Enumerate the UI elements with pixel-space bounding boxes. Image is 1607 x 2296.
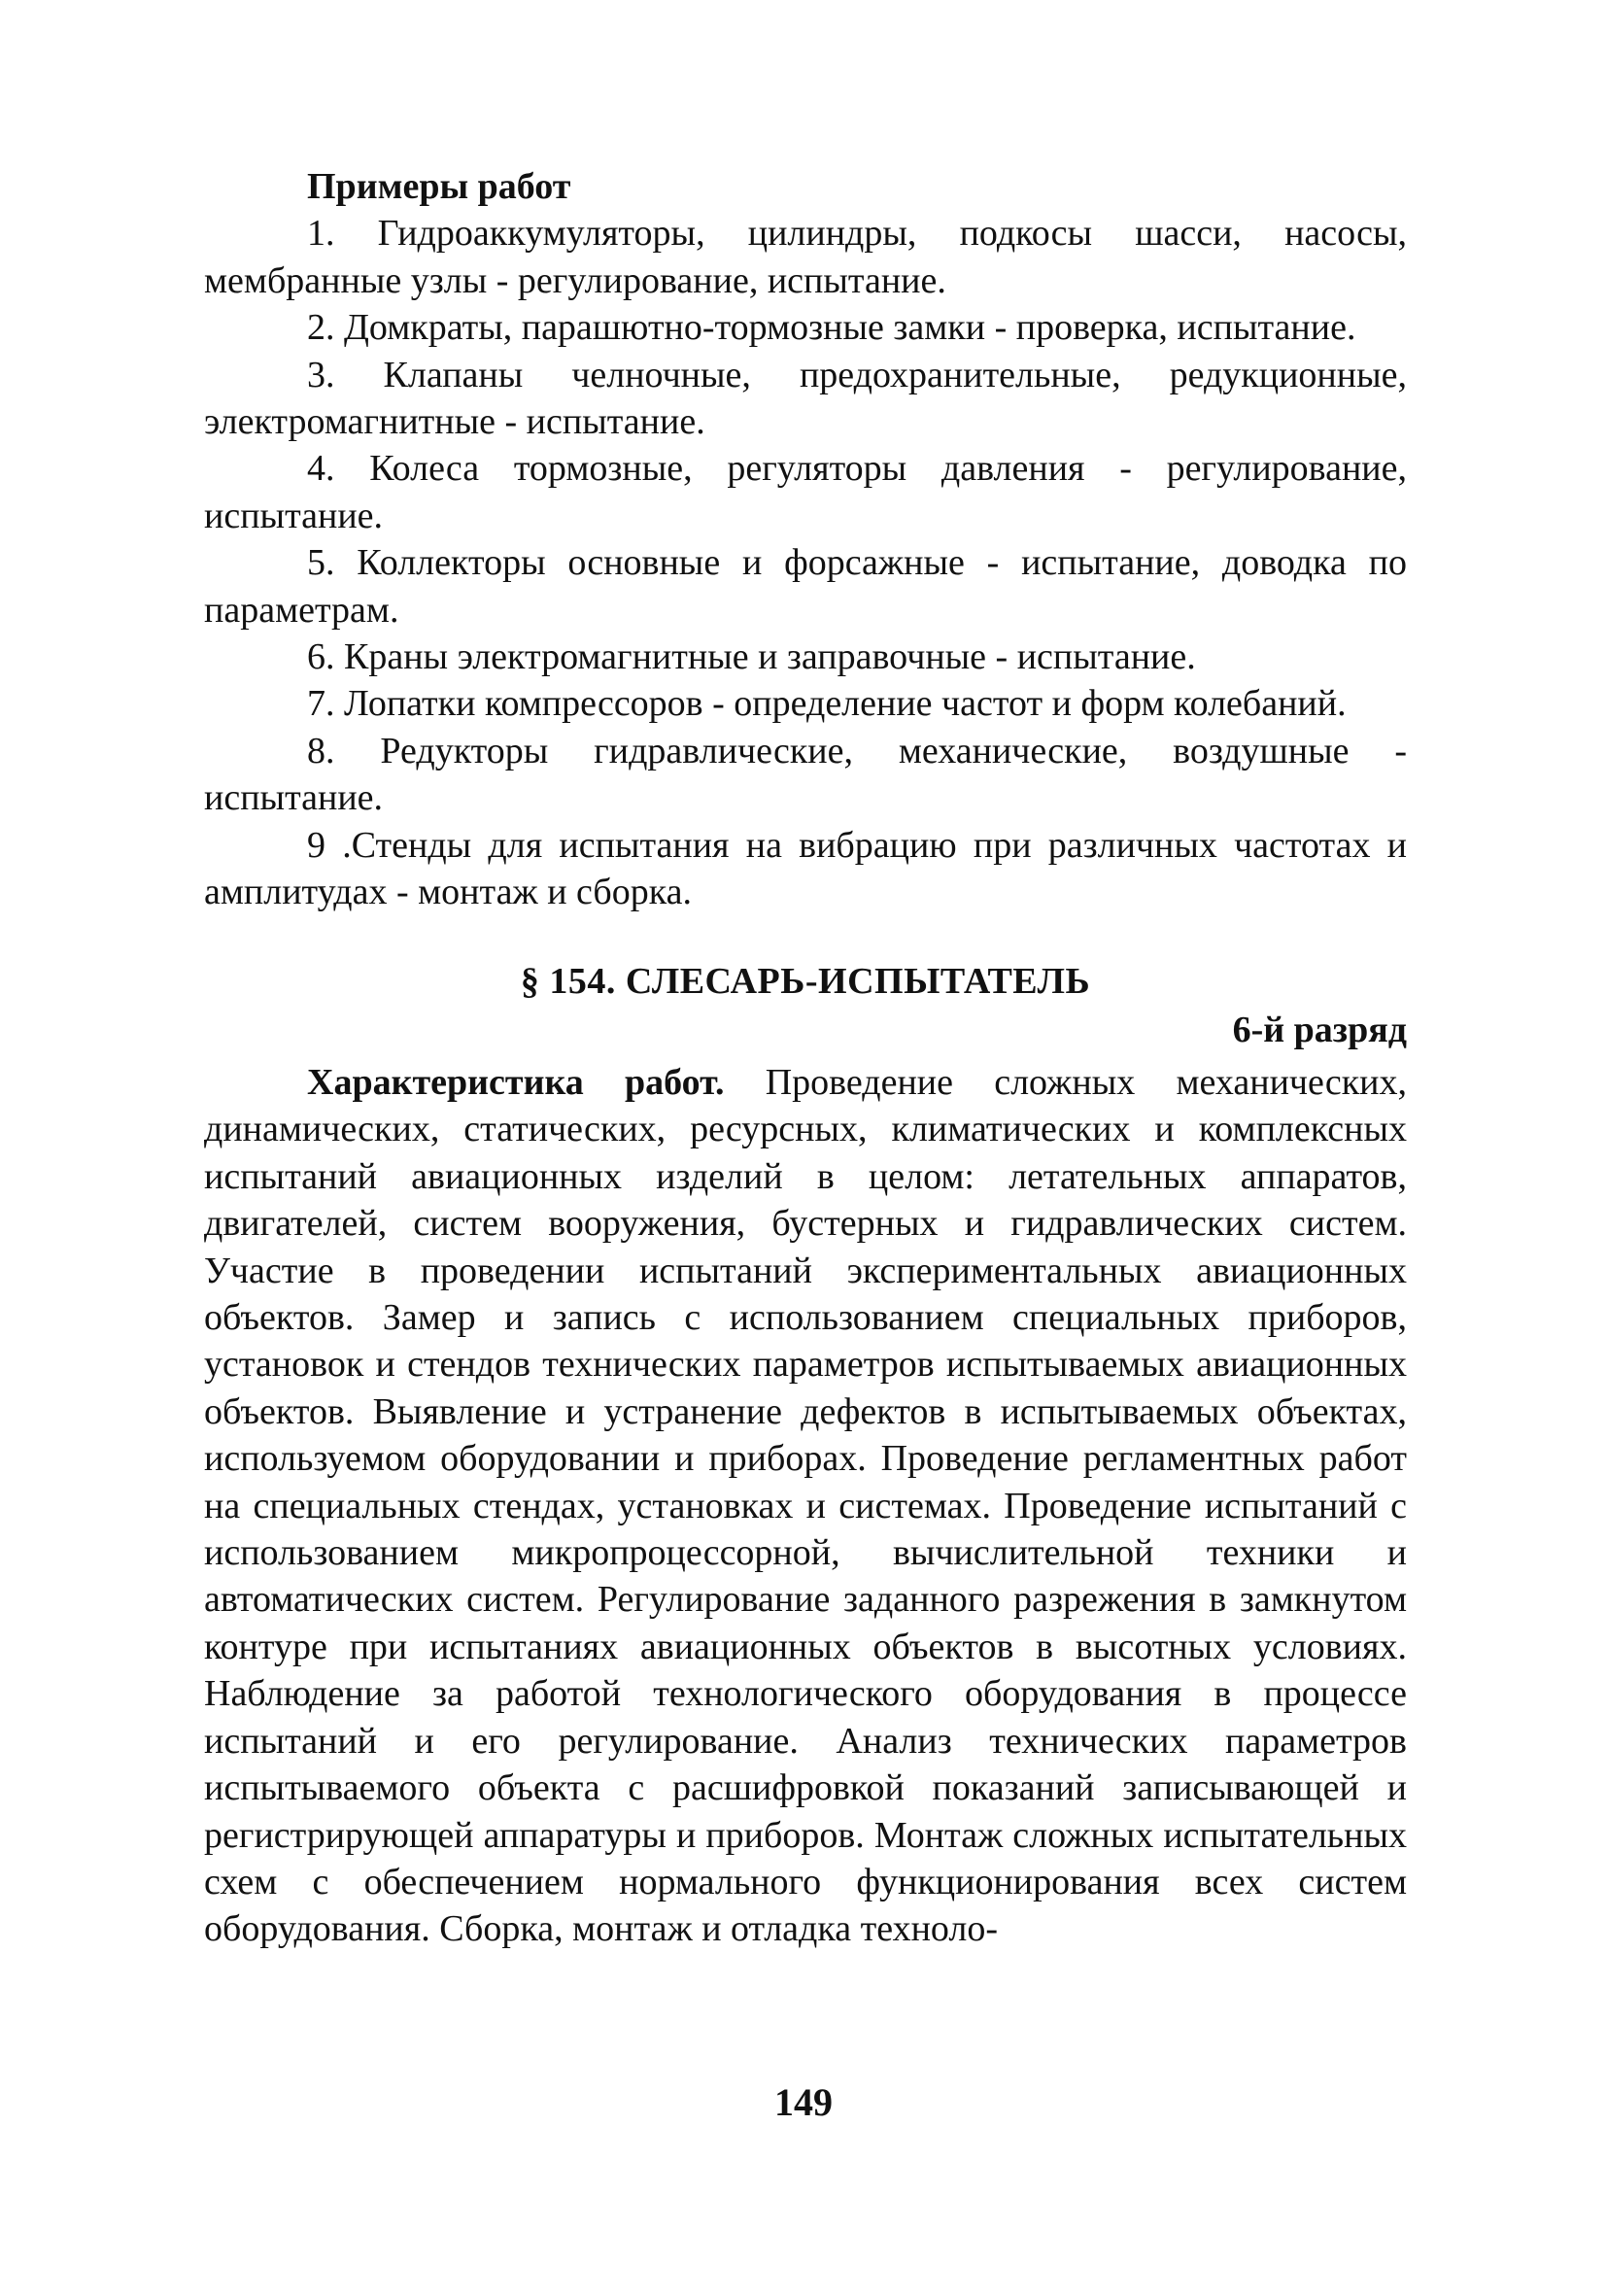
work-examples bbox=[204, 163, 1407, 916]
example-item-8: 8. Редукторы гидравлические, механические, воздушные - испытание. bbox=[204, 730, 1407, 819]
section-title: § 154. СЛЕСАРЬ-ИСПЫТАТЕЛЬ bbox=[520, 961, 1091, 1002]
example-item-7: 7. Лопатки компрессоров - определение частот и форм колебаний. bbox=[307, 683, 1347, 725]
example-item-2: 2. Домкраты, парашютно-тормозные замки - проверка, испытание. bbox=[307, 307, 1356, 349]
work-characteristic bbox=[204, 1059, 1407, 1953]
characteristic-label: Характеристика работ. bbox=[307, 1062, 725, 1103]
example-item-9: 9 .Стенды для испытания на вибрацию при различных частотах и амплитудах - монтаж и сборка. bbox=[204, 824, 1407, 913]
example-item-3: 3. Клапаны челночные, предохранительные, редукционные, электромагнитные - испытание. bbox=[204, 354, 1407, 443]
characteristic-paragraph bbox=[204, 1059, 1407, 1953]
examples-heading: Примеры работ bbox=[307, 166, 571, 207]
example-item-4: 4. Колеса тормозные, регуляторы давления - регулирование, испытание. bbox=[204, 448, 1407, 536]
grade-label: 6-й разряд bbox=[1232, 1010, 1407, 1050]
example-item-5: 5. Коллекторы основные и форсажные - испытание, доводка по параметрам. bbox=[204, 542, 1407, 631]
example-item-6: 6. Краны электромагнитные и заправочные - испытание. bbox=[307, 636, 1196, 678]
example-item-1: 1. Гидроаккумуляторы, цилиндры, подкосы шасси, насосы, мембранные узлы - регулирование, испытание. bbox=[204, 213, 1407, 301]
page-number: 149 bbox=[774, 2080, 833, 2124]
characteristic-text: Проведение сложных механических, динамических, статических, ресурсных, климатических и комплексных испытаний авиационных изделий в целом: летательных аппаратов, двигателей, систем вооружения, бустерных и гидравлических систем. Участие в проведении испытаний экспериментальных авиационных объектов. Замер и запись с использованием специальных приборов, установок и стендов технических параметров испытываемых авиационных объектов. Выявление и устранение дефектов в испытываемых объектах, используемом оборудовании и приборах. Проведение регламентных работ на специальных стендах, установках и системах. Проведение испытаний с использованием микропроцессорной, вычислительной техники и автоматических систем. Регулирование заданного разрежения в замкнутом контуре при испытаниях авиационных объектов в высотных условиях. Наблюдение за работой технологического оборудования в процессе испытаний и его регулирование. Анализ технических параметров испытываемого объекта с расшифровкой показаний записывающей и регистрирующей аппаратуры и приборов. Монтаж сложных испытательных схем с обеспечением нормального функционирования всех систем оборудования. Сборка, монтаж и отладка техноло- bbox=[204, 1062, 1408, 1950]
